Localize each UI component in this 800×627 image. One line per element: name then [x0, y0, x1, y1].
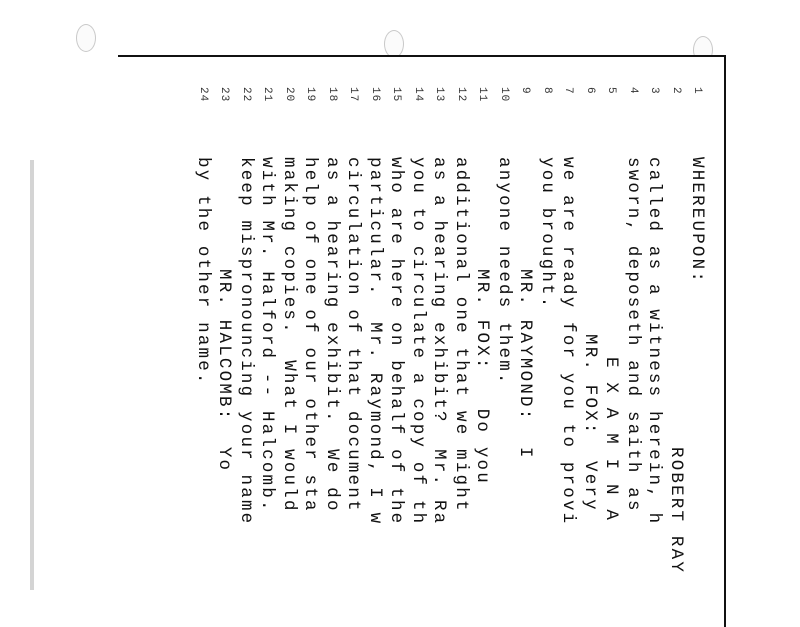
line-number: 18 — [326, 87, 338, 103]
line-text: sworn, deposeth and saith as — [623, 157, 643, 513]
transcript-line — [406, 57, 428, 627]
transcript-line — [298, 57, 320, 627]
line-number: 9 — [519, 87, 531, 95]
transcript-line — [427, 57, 449, 627]
transcript-line — [341, 57, 363, 627]
transcript-line — [363, 57, 385, 627]
line-text: making copies. What I would — [279, 157, 299, 513]
line-number: 22 — [240, 87, 252, 103]
line-number: 10 — [498, 87, 510, 103]
line-number: 2 — [670, 87, 682, 95]
line-text: called as a witness herein, h — [644, 157, 664, 526]
transcript-line — [191, 57, 213, 627]
line-number: 15 — [390, 87, 402, 103]
rotated-transcript — [124, 57, 724, 627]
line-number: 11 — [476, 87, 488, 103]
line-text: additional one that we might — [451, 157, 471, 513]
transcript-page — [118, 55, 726, 627]
transcript-line — [212, 57, 234, 627]
line-number: 16 — [369, 87, 381, 103]
line-text: help of one of our other sta — [300, 157, 320, 513]
line-text: MR. HALCOMB: Yo — [214, 269, 234, 473]
transcript-line — [621, 57, 643, 627]
line-text: as a hearing exhibit. We do — [322, 157, 342, 513]
line-number: 12 — [455, 87, 467, 103]
line-text: keep mispronouncing your name — [236, 157, 256, 526]
line-number: 7 — [562, 87, 574, 95]
line-text: particular. Mr. Raymond, I w — [365, 157, 385, 526]
line-number: 21 — [261, 87, 273, 103]
line-text: MR. RAYMOND: I — [515, 269, 535, 460]
line-text: we are ready for you to provi — [558, 157, 578, 526]
transcript-line — [578, 57, 600, 627]
line-number: 4 — [627, 87, 639, 95]
binder-hole — [384, 30, 404, 58]
transcript-line — [513, 57, 535, 627]
scan-edge-shadow — [30, 160, 34, 590]
line-number: 17 — [347, 87, 359, 103]
line-number: 23 — [218, 87, 230, 103]
transcript-line — [535, 57, 557, 627]
transcript-line — [234, 57, 256, 627]
line-text: by the other name. — [193, 157, 213, 386]
line-text: anyone needs them. — [494, 157, 514, 386]
transcript-line — [384, 57, 406, 627]
transcript-line — [599, 57, 621, 627]
transcript-line — [685, 57, 707, 627]
line-text: you to circulate a copy of th — [408, 157, 428, 526]
line-number: 8 — [541, 87, 553, 95]
transcript-line — [642, 57, 664, 627]
line-number: 14 — [412, 87, 424, 103]
transcript-line — [664, 57, 686, 627]
transcript-line — [320, 57, 342, 627]
line-text: E X A M I N A — [601, 357, 621, 523]
line-number: 6 — [584, 87, 596, 95]
line-text: MR. FOX: Very — [580, 334, 600, 512]
line-text: you brought. — [537, 157, 557, 310]
transcript-line — [255, 57, 277, 627]
line-number: 5 — [605, 87, 617, 95]
line-number: 20 — [283, 87, 295, 103]
line-text: circulation of that document — [343, 157, 363, 513]
binder-hole — [76, 24, 96, 52]
line-text: WHEREUPON: — [687, 157, 707, 285]
line-number: 1 — [691, 87, 703, 95]
line-number: 19 — [304, 87, 316, 103]
line-text: who are here on behalf of the — [386, 157, 406, 526]
transcript-line — [277, 57, 299, 627]
line-text: ROBERT RAY — [666, 447, 686, 575]
line-number: 24 — [197, 87, 209, 103]
line-text: as a hearing exhibit? Mr. Ra — [429, 157, 449, 526]
line-text: MR. FOX: Do you — [472, 269, 492, 485]
transcript-line — [470, 57, 492, 627]
line-text: with Mr. Halford -- Halcomb. — [257, 157, 277, 513]
transcript-line — [449, 57, 471, 627]
line-number: 3 — [648, 87, 660, 95]
transcript-line — [556, 57, 578, 627]
line-number: 13 — [433, 87, 445, 103]
transcript-line — [492, 57, 514, 627]
